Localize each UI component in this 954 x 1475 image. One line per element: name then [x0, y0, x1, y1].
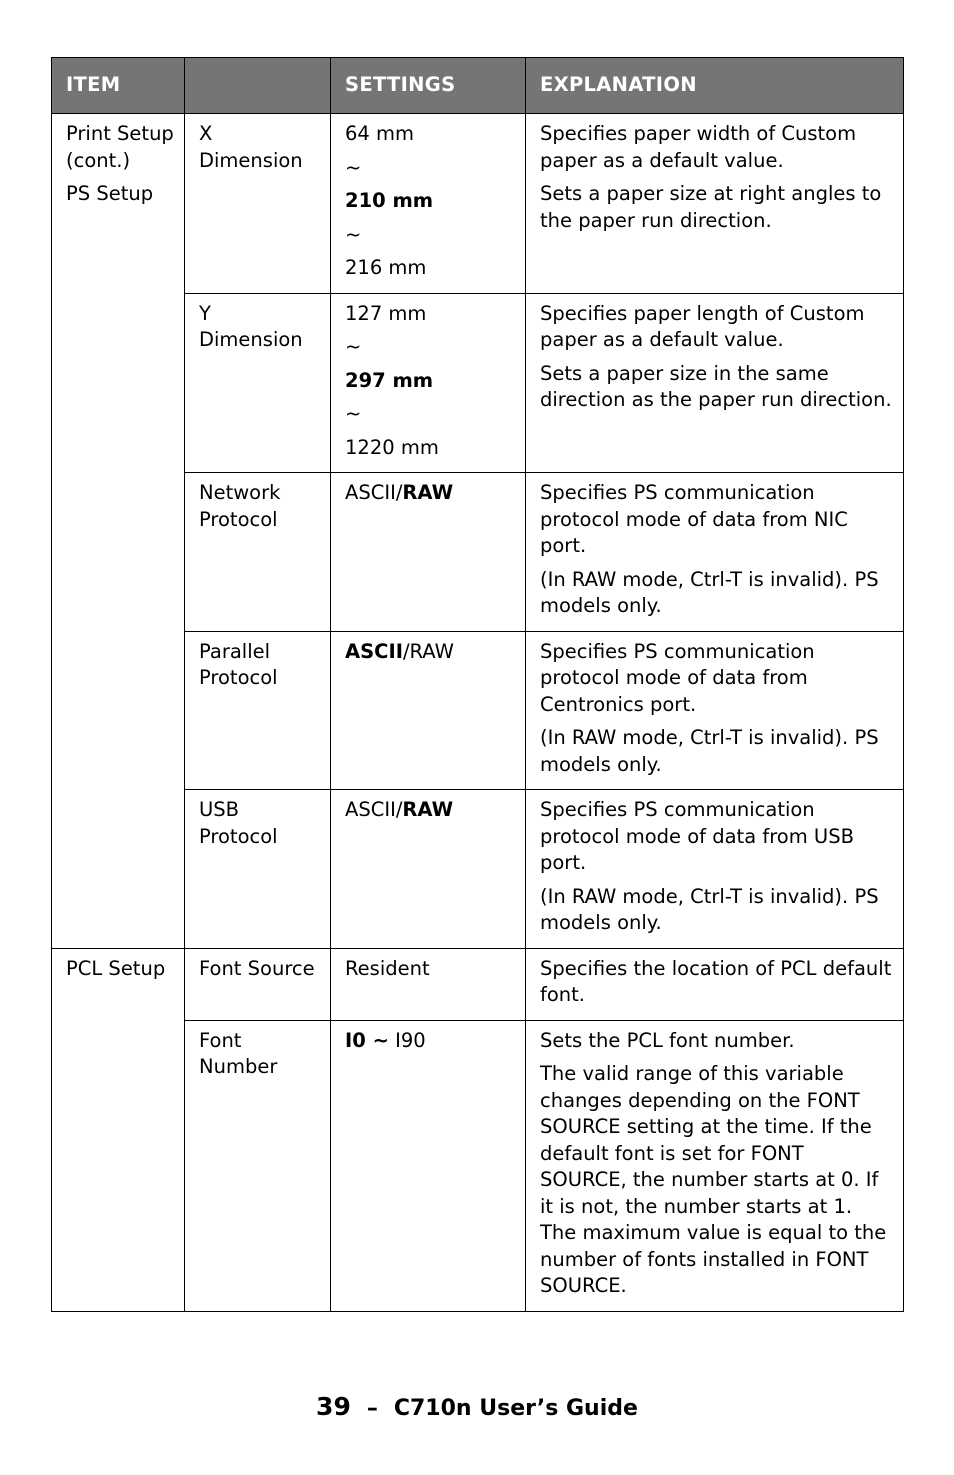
explanation-text: Specifies PS communication protocol mode of data from NIC port.: [540, 481, 848, 557]
explanation-cell: [526, 790, 904, 949]
explanation-text: The valid range of this variable changes depending on the FONT SOURCE setting at the time. If the default font is set for FONT SOURCE, the number starts at 0. If it is not, the number starts at 1. The maximum value is equal to the number of fonts installed in FONT SOURCE.: [540, 1062, 887, 1297]
setting-value: I90: [388, 1028, 426, 1052]
setting-value: /RAW: [402, 639, 454, 663]
settings-cell: [331, 1020, 526, 1311]
default-value: RAW: [402, 798, 454, 821]
explanation-text: Specifies PS communication protocol mode of data from Centronics port.: [540, 639, 815, 716]
explanation-text: Specifies PS communication protocol mode of data from USB port.: [540, 798, 854, 874]
explanation-cell: [526, 114, 904, 294]
range-separator: ~: [345, 222, 362, 246]
explanation-text: Specifies paper width of Custom paper as a default value.: [540, 122, 857, 172]
subitem-cell: Y Dimension: [185, 293, 331, 473]
explanation-text: (In RAW mode, Ctrl-T is invalid). PS models only.: [540, 726, 879, 776]
settings-cell: [331, 631, 526, 790]
guide-title: C710n User’s Guide: [393, 1396, 638, 1421]
settings-cell: [331, 293, 526, 473]
explanation-text: Sets a paper size in the same direction as the paper run direction.: [540, 361, 892, 411]
subitem-cell: X Dimension: [185, 114, 331, 294]
explanation-text: Sets the PCL font number.: [540, 1028, 795, 1052]
settings-cell: [331, 114, 526, 294]
default-value: 210 mm: [345, 189, 434, 212]
settings-cell: [331, 473, 526, 632]
explanation-text: (In RAW mode, Ctrl-T is invalid). PS models only.: [540, 567, 879, 617]
setting-value: 1220 mm: [345, 435, 439, 459]
explanation-cell: [526, 631, 904, 790]
setting-value: ASCII/: [345, 481, 403, 504]
default-value: RAW: [402, 481, 454, 504]
explanation-text: Specifies paper length of Custom paper as a default value.: [540, 301, 865, 351]
item-label: PS Setup: [66, 182, 154, 205]
subitem-cell: Font Number: [185, 1020, 331, 1311]
default-value: 297 mm: [345, 368, 434, 392]
setting-value: 216 mm: [345, 256, 427, 279]
default-value: I0 ~: [345, 1028, 389, 1052]
footer-separator: –: [366, 1396, 378, 1421]
header-settings: SETTINGS: [331, 58, 526, 114]
item-label: Print Setup (cont.): [66, 122, 174, 172]
page-footer: [0, 1392, 954, 1421]
header-subitem: [185, 58, 331, 114]
subitem-cell: USB Protocol: [185, 790, 331, 949]
settings-cell: Resident: [331, 948, 526, 1020]
setting-value: ASCII/: [345, 798, 403, 821]
explanation-cell: [526, 1020, 904, 1311]
item-cell-print-setup: [52, 114, 185, 949]
range-separator: ~: [345, 155, 362, 179]
range-separator: ~: [345, 402, 362, 425]
setting-value: 127 mm: [345, 301, 427, 325]
explanation-text: (In RAW mode, Ctrl-T is invalid). PS models only.: [540, 884, 879, 934]
explanation-cell: [526, 473, 904, 632]
table-header-row: [52, 58, 904, 114]
setting-value: 64 mm: [345, 122, 415, 145]
explanation-cell: [526, 293, 904, 473]
subitem-cell: Network Protocol: [185, 473, 331, 632]
explanation-text: Sets a paper size at right angles to the paper run direction.: [540, 182, 882, 232]
settings-cell: [331, 790, 526, 949]
table-row: [52, 948, 904, 1020]
subitem-cell: Font Source: [185, 948, 331, 1020]
explanation-cell: Specifies the location of PCL default font.: [526, 948, 904, 1020]
subitem-cell: Parallel Protocol: [185, 631, 331, 790]
header-explanation: EXPLANATION: [526, 58, 904, 114]
settings-table: [51, 57, 904, 1312]
item-cell-pcl-setup: PCL Setup: [52, 948, 185, 1311]
range-separator: ~: [345, 335, 362, 358]
header-item: ITEM: [52, 58, 185, 114]
table-row: [52, 114, 904, 294]
default-value: ASCII: [345, 639, 403, 663]
page-number: 39: [316, 1392, 351, 1421]
